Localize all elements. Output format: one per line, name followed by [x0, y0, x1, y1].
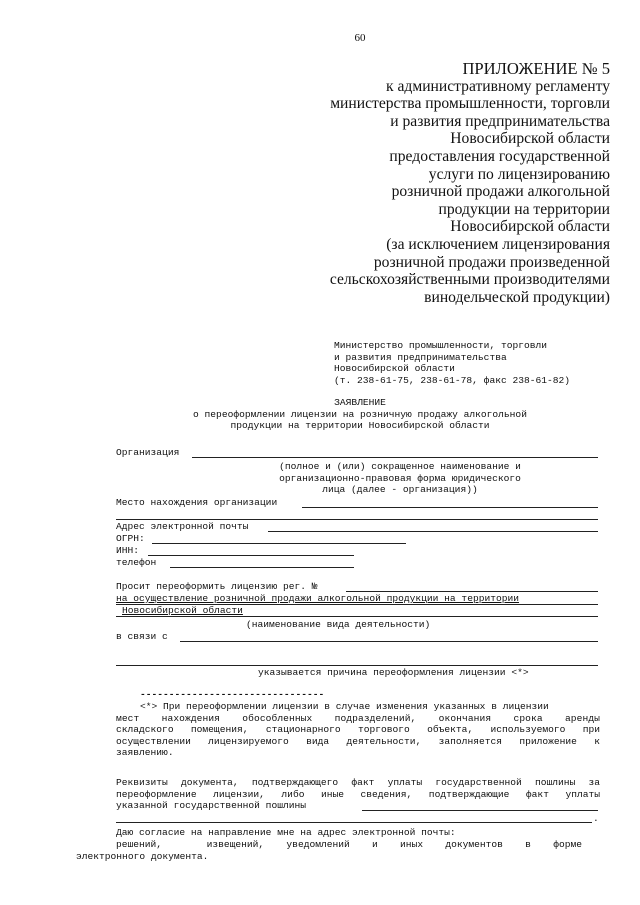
requisites-field[interactable]	[362, 810, 598, 811]
appendix-line: сельскохозяйственными производителями	[329, 271, 610, 289]
reason-label: в связи с	[116, 631, 168, 642]
inn-field[interactable]	[148, 555, 354, 556]
footnote-line: <*> При переоформлении лицензии в случае изменения указанных в лицензии	[140, 701, 549, 712]
activity-hint: (наименование вида деятельности)	[246, 619, 431, 630]
footnote-text	[116, 701, 600, 759]
organization-hint-line: лица (далее - организация))	[322, 484, 478, 495]
addressee-line: Новосибирской области	[334, 363, 455, 374]
requisites-text	[116, 777, 600, 812]
footnote-line: заявлению.	[116, 747, 174, 758]
statement-subtitle-line: о переоформлении лицензии на розничную продажу алкогольной	[193, 408, 527, 420]
requisites-field-continuation[interactable]	[116, 822, 592, 823]
email-field[interactable]	[268, 531, 598, 532]
addressee-line: Министерство промышленности, торговли	[334, 340, 548, 351]
appendix-line: и развития предпринимательства	[390, 112, 610, 130]
requisites-end-mark: .	[593, 813, 599, 824]
statement-title: ЗАЯВЛЕНИЕ	[334, 397, 386, 408]
appendix-line: (за исключением лицензирования	[386, 235, 610, 253]
addressee-line: и развития предпринимательства	[334, 351, 507, 363]
phone-field[interactable]	[170, 567, 354, 568]
license-number-field[interactable]	[346, 591, 598, 592]
reason-field[interactable]	[180, 641, 598, 642]
inn-label: ИНН:	[116, 545, 140, 556]
email-label: Адрес электронной почты	[116, 521, 249, 532]
consent-line: Даю согласие на направление мне на адрес электронной почты:	[116, 827, 456, 838]
activity-underline	[116, 616, 598, 617]
ogrn-field[interactable]	[152, 543, 406, 544]
appendix-line: услуги по лицензированию	[428, 165, 610, 183]
requisites-line: указанной государственной пошлины	[116, 800, 306, 811]
reason-hint: указывается причина переоформления лицензии <*>	[258, 667, 529, 678]
appendix-line: розничной продажи произведенной	[373, 253, 610, 271]
footnote-line	[116, 713, 600, 725]
appendix-line: Новосибирской области	[450, 130, 610, 148]
activity-line: Новосибирской области	[122, 605, 243, 616]
activity-line: на осуществление розничной продажи алкогольной продукции на территории	[116, 593, 520, 604]
organization-label: Организация	[116, 447, 180, 458]
location-field-continuation[interactable]	[116, 519, 598, 520]
footnote-line	[116, 736, 600, 748]
organization-hint-line: (полное и (или) сокращенное наименование и	[279, 461, 521, 472]
requisites-line-text: Реквизиты документа, подтверждающего факт уплаты государственной пошлины за	[116, 777, 600, 788]
appendix-line: продукции на территории	[438, 200, 610, 218]
organization-hint-line: организационно-правовая форма юридического	[279, 472, 521, 484]
ogrn-label: ОГРН:	[116, 533, 145, 544]
license-request-label: Просит переоформить лицензию рег. №	[116, 581, 318, 592]
appendix-line: предоставления государственной	[389, 147, 610, 165]
location-label: Место нахождения организации	[116, 497, 278, 508]
addressee-block	[334, 340, 570, 386]
footnote-line	[116, 724, 600, 736]
footnote-line-text: мест нахождения обособленных подразделений, окончания срока аренды	[116, 712, 600, 724]
footnote-separator: --------------------------------	[140, 689, 325, 700]
appendix-line: министерства промышленности, торговли	[330, 95, 610, 113]
appendix-line: Новосибирской области	[450, 218, 610, 236]
appendix-line: розничной продажи алкогольной	[391, 183, 610, 201]
requisites-line-text: переоформление лицензии, либо иные сведения, подтверждающие факт уплаты	[116, 788, 600, 800]
consent-line	[116, 839, 582, 851]
appendix-title: ПРИЛОЖЕНИЕ № 5	[462, 59, 610, 78]
appendix-header	[280, 60, 610, 306]
location-field[interactable]	[302, 507, 598, 508]
organization-field[interactable]	[192, 457, 598, 458]
addressee-line: (т. 238-61-75, 238-61-78, факс 238-61-82)	[334, 374, 571, 386]
requisites-line	[116, 789, 600, 801]
footnote-line-text: складского помещения, стационарного торгового объекта, используемого при	[116, 724, 600, 735]
organization-hint	[240, 461, 560, 496]
appendix-line: к административному регламенту	[386, 77, 610, 95]
page-number: 60	[354, 32, 366, 44]
statement-subtitle-line: продукции на территории Новосибирской области	[230, 420, 490, 431]
consent-line: электронного документа.	[76, 851, 209, 862]
statement-heading	[110, 397, 610, 432]
reason-field-continuation[interactable]	[116, 665, 598, 666]
consent-line-text: решений, извещений, уведомлений и иных документов в форме	[116, 839, 582, 850]
footnote-line-text: осуществлении лицензируемого вида деятельности, заполняется приложение к	[116, 735, 600, 747]
requisites-line	[116, 777, 600, 789]
appendix-line: винодельческой продукции)	[424, 288, 610, 306]
phone-label: телефон	[116, 557, 157, 568]
